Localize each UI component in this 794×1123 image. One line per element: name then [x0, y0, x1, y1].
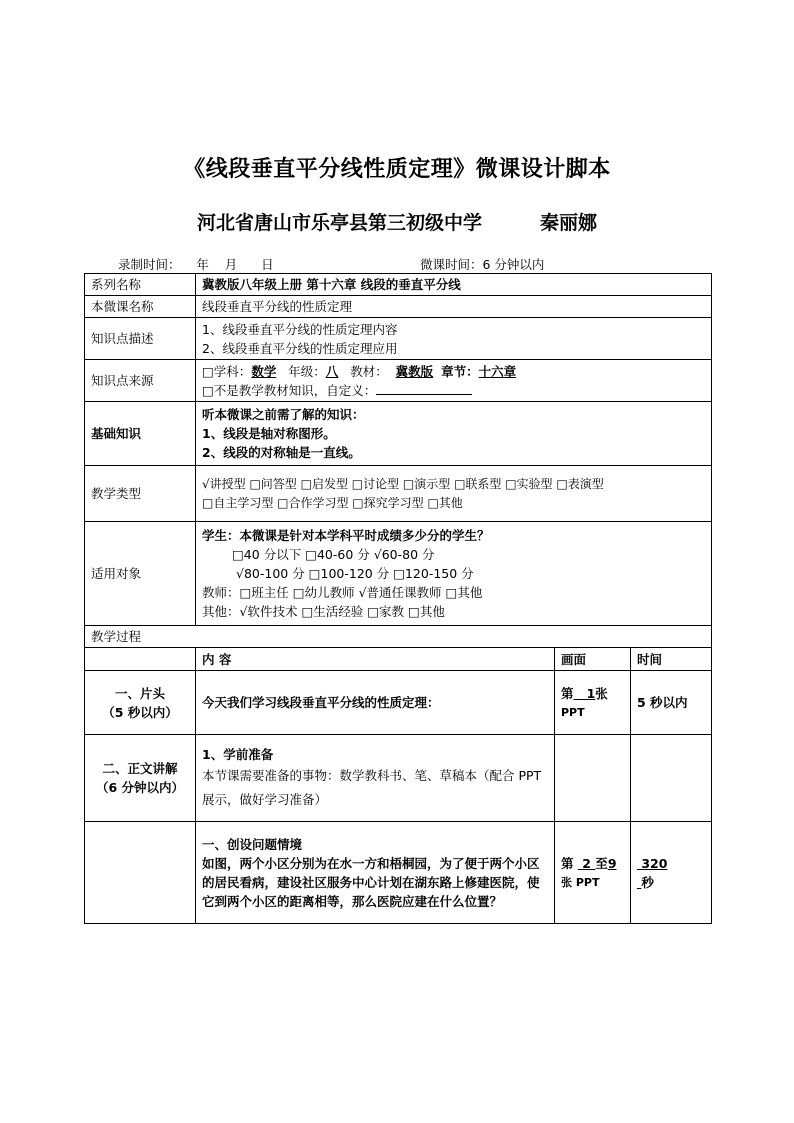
content-prep-body: 本节课需要准备的事物：数学教科书、笔、草稿本（配合 PPT 展示，做好学习准备）	[202, 767, 542, 807]
knowledge-desc-line: 1、线段垂直平分线的性质定理内容	[202, 321, 398, 337]
author-name: 秦丽娜	[540, 212, 598, 234]
label-knowledge-src: 知识点来源	[85, 360, 196, 402]
custom-blank	[376, 382, 472, 395]
document-title: 《线段垂直平分线性质定理》微课设计脚本	[183, 157, 611, 182]
chapter-value: 十六章	[478, 363, 517, 379]
chapter-label: 章节：	[441, 363, 479, 379]
value-teaching-type	[196, 466, 712, 522]
knowledge-src-line2	[202, 381, 705, 400]
knowledge-src-line1	[202, 362, 705, 381]
stage-intro	[85, 671, 196, 735]
screen-slide-range: 第 2 至9	[561, 855, 617, 871]
screen-slide-count: 第 1张	[561, 685, 608, 701]
value-knowledge-desc	[196, 318, 712, 360]
row-basic	[85, 402, 712, 466]
label-basic: 基础知识	[85, 402, 196, 466]
basic-line: 1、线段是轴对称图形。	[202, 426, 336, 441]
time-intro: 5 秒以内	[631, 671, 712, 735]
stage-scenario	[85, 822, 196, 924]
custom-label: □不是教学教材知识，自定义：	[202, 382, 377, 398]
row-process-columns	[85, 648, 712, 671]
value-course-name: 线段垂直平分线的性质定理	[196, 296, 712, 318]
row-series	[85, 274, 712, 296]
audience-line: 学生：本微课是针对本学科平时成绩多少分的学生？	[202, 528, 490, 543]
audience-line: 其他：√软件技术 □生活经验 □家教 □其他	[202, 604, 445, 619]
row-knowledge-src	[85, 360, 712, 402]
process-row-intro	[85, 671, 712, 735]
process-row-scenario	[85, 822, 712, 924]
label-knowledge-desc: 知识点描述	[85, 318, 196, 360]
school-author-line	[0, 208, 794, 235]
basic-line: 听本微课之前需了解的知识：	[202, 407, 365, 422]
audience-line: √80-100 分 □100-120 分 □120-150 分	[236, 566, 474, 581]
content-scenario-title: 一、创设问题情境	[202, 836, 303, 852]
row-teaching-type	[85, 466, 712, 522]
stage-line: （6 分钟以内）	[95, 780, 185, 795]
value-knowledge-src	[196, 360, 712, 402]
teaching-type-line1: √讲授型 □问答型 □启发型 □讨论型 □演示型 □联系型 □实验型 □表演型	[202, 476, 604, 491]
label-course-name: 本微课名称	[85, 296, 196, 318]
subject-value: 数学	[251, 363, 277, 379]
teaching-type-line2: □自主学习型 □合作学习型 □探究学习型 □其他	[202, 495, 463, 510]
label-teaching-type: 教学类型	[85, 466, 196, 522]
stage-main	[85, 735, 196, 822]
record-time: 录制时间： 年 月 日	[118, 257, 274, 272]
school-name: 河北省唐山市乐亭县第三初级中学	[196, 212, 482, 234]
textbook-label: 教材：	[350, 363, 388, 379]
content-prep	[196, 735, 555, 822]
column-content: 内 容	[196, 648, 555, 671]
audience-line: □40 分以下 □40-60 分 √60-80 分	[232, 547, 435, 562]
time-scenario-value: 320	[641, 855, 668, 871]
screen-ppt: PPT	[561, 705, 585, 719]
column-stage	[85, 648, 196, 671]
grade-label: 年级：	[288, 363, 326, 379]
script-table	[84, 273, 712, 924]
content-intro: 今天我们学习线段垂直平分线的性质定理：	[196, 671, 555, 735]
column-time: 时间	[631, 648, 712, 671]
row-audience	[85, 522, 712, 626]
screen-scenario	[555, 822, 631, 924]
screen-ppt: 张 PPT	[561, 875, 600, 889]
row-process-header	[85, 626, 712, 648]
stage-line: 二、正文讲解	[102, 761, 178, 776]
process-row-main-prep	[85, 735, 712, 822]
row-knowledge-desc	[85, 318, 712, 360]
grade-value: 八	[325, 363, 339, 379]
value-series: 冀教版八年级上册 第十六章 线段的垂直平分线	[196, 274, 712, 296]
screen-prep	[555, 735, 631, 822]
stage-line: 一、片头	[114, 685, 165, 701]
content-scenario-body: 如图，两个小区分别为在水一方和梧桐园，为了便于两个小区的居民看病，建设社区服务中心计划在湖东路上修建医院，使它到两个小区的距离相等，那么医院应建在什么位置？	[202, 855, 540, 909]
value-basic	[196, 402, 712, 466]
basic-line: 2、线段的对称轴是一直线。	[202, 445, 361, 460]
label-process: 教学过程	[85, 626, 712, 648]
time-scenario	[631, 822, 712, 924]
label-series: 系列名称	[85, 274, 196, 296]
screen-intro	[555, 671, 631, 735]
row-course-name	[85, 296, 712, 318]
subject-label: □学科：	[202, 363, 252, 379]
time-prep	[631, 735, 712, 822]
audience-line: 教师：□班主任 □幼儿教师 √普通任课教师 □其他	[202, 585, 483, 600]
label-audience: 适用对象	[85, 522, 196, 626]
time-scenario-unit: 秒	[641, 874, 654, 890]
value-audience	[196, 522, 712, 626]
content-scenario	[196, 822, 555, 924]
content-prep-title: 1、学前准备	[202, 746, 274, 762]
stage-line: （5 秒以内）	[102, 704, 178, 720]
column-screen: 画面	[555, 648, 631, 671]
micro-duration: 微课时间：6 分钟以内	[420, 257, 545, 272]
textbook-value: 冀教版	[395, 363, 434, 379]
knowledge-desc-line: 2、线段垂直平分线的性质定理应用	[202, 340, 398, 356]
